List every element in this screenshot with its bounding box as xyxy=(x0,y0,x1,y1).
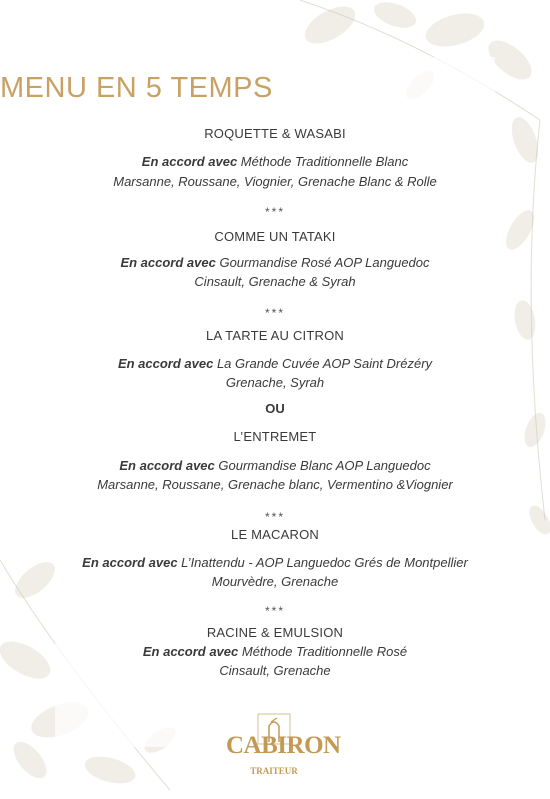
accord-label: En accord avec xyxy=(117,356,214,371)
accord-label: En accord avec xyxy=(141,154,238,169)
wine-pairing: En accord avec Gourmandise Blanc AOP Languedoc xyxy=(119,458,431,473)
course-separator: *** xyxy=(264,510,285,524)
accord-label: En accord avec xyxy=(82,555,178,570)
course-name: L’ENTREMET xyxy=(233,429,317,444)
wine-pairing: En accord avec Gourmandise Rosé AOP Languedoc xyxy=(120,255,430,270)
accord-label: En accord avec xyxy=(142,644,239,659)
course-separator: *** xyxy=(264,306,285,320)
grape-varieties: Grenache, Syrah xyxy=(225,375,325,390)
course-separator: *** xyxy=(264,604,285,618)
course-name: COMME UN TATAKI xyxy=(214,229,336,244)
course-name: ROQUETTE & WASABI xyxy=(204,126,346,141)
wine-pairing: En accord avec L’Inattendu - AOP Languedoc Grés de Montpellier xyxy=(82,555,468,570)
grape-varieties: Cinsault, Grenache & Syrah xyxy=(194,274,356,289)
course-name: LE MACARON xyxy=(231,527,319,542)
wine-pairing: En accord avec Méthode Traditionnelle Rosé xyxy=(142,644,408,659)
logo-subtitle: TRAITEUR xyxy=(250,766,298,776)
logo-wordmark: CABIRON xyxy=(226,732,341,759)
wine-pairing: En accord avec La Grande Cuvée AOP Saint Drézéry xyxy=(117,356,433,371)
or-label: OU xyxy=(265,401,285,416)
grape-varieties: Marsanne, Roussane, Viognier, Grenache Blanc & Rolle xyxy=(113,174,437,189)
grape-varieties: Mourvèdre, Grenache xyxy=(211,574,339,589)
course-separator: *** xyxy=(264,205,285,219)
accord-label: En accord avec xyxy=(120,255,216,270)
wine-pairing: En accord avec Méthode Traditionnelle Blanc xyxy=(141,154,409,169)
course-name: LA TARTE AU CITRON xyxy=(206,328,344,343)
grape-varieties: Cinsault, Grenache xyxy=(219,663,331,678)
menu-title: MENU EN 5 TEMPS xyxy=(0,72,273,104)
course-name: RACINE & EMULSION xyxy=(206,625,344,640)
cabiron-logo xyxy=(226,712,341,782)
grape-varieties: Marsanne, Roussane, Grenache blanc, Vermentino &Viognier xyxy=(97,477,453,492)
accord-label: En accord avec xyxy=(119,458,215,473)
